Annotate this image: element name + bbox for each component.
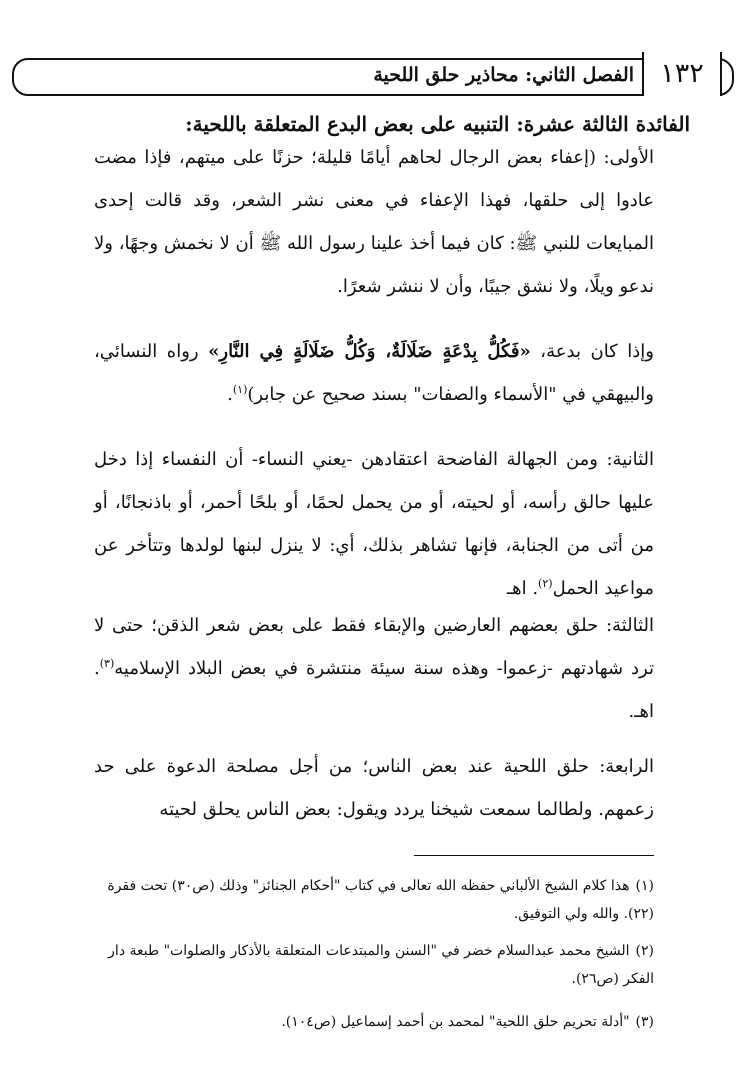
paragraph-fourth [94,745,654,831]
footnote-number: (١) [635,878,654,894]
paragraph-end: . اهـ [506,578,539,599]
paragraph-end: . [227,384,233,405]
paragraph-lead: الثانية: [606,449,654,470]
footnote-2 [94,937,654,993]
paragraph-lead: الثالثة: [605,615,654,636]
footnote-3 [94,1008,654,1036]
footnote-1 [94,872,654,928]
paragraph-end: . اهـ. [94,658,654,722]
hadith-quote: «فَكُلُّ بِدْعَةٍ ضَلَالَةٌ، وَكُلُّ ضَلَالَةٍ فِي النَّارِ» [208,341,531,362]
paragraph-first [94,136,654,308]
paragraph-second [94,438,654,610]
chapter-title: الفصل الثاني: محاذير حلق اللحية [373,64,634,86]
paragraph-text: (إعفاء بعض الرجال لحاهم أيامًا قليلة؛ حزنًا على ميتهم، فإذا مضت عادوا إلى حلقها، فهذا الإعفاء في معنى نشر الشعر، وقد قالت إحدى المبايعات للنبي ﷺ: كان فيما أخذ علينا رسول الله ﷺ أن لا نخمش وجهًا، ولا ندعو ويلًا، ولا نشق جيبًا، وأن لا ننشر شعرًا. [94,147,654,297]
paragraph-text-after: رواه النسائي، والبيهقي في "الأسماء والصفات" بسند صحيح عن جابر) [94,341,654,405]
footnote-ref-3: (٣) [99,657,115,670]
paragraph-text-before: وإذا كان بدعة، [530,341,654,362]
footnote-number: (٣) [635,1014,654,1030]
footnote-separator [414,855,654,856]
paragraph-text: حلق اللحية عند بعض الناس؛ من أجل مصلحة الدعوة على حد زعمهم. ولطالما سمعت شيخنا يردد ويقول: بعض الناس يحلق لحيته [94,756,654,820]
footnote-text: هذا كلام الشيخ الألباني حفظه الله تعالى في كتاب "أحكام الجنائز" وذلك (ص٣٠) تحت فقرة (٢٢). والله ولي التوفيق. [107,878,654,922]
paragraph-third [94,604,654,733]
running-header [12,58,734,96]
paragraph-hadith [94,330,654,416]
paragraph-text: حلق بعضهم العارضين والإبقاء فقط على بعض شعر الذقن؛ حتى لا ترد شهادتهم -زعموا- وهذه سنة سيئة منتشرة في بعض البلاد الإسلاميه [94,615,654,679]
paragraph-lead: الرابعة: [599,756,655,777]
footnote-text: الشيخ محمد عبدالسلام خضر في "السنن والمبتدعات المتعلقة بالأذكار والصلوات" طبعة دار الفكر (ص٢٦). [108,943,654,987]
footnote-number: (٢) [635,943,654,959]
footnote-text: "أدلة تحريم حلق اللحية" لمحمد بن أحمد إسماعيل (ص١٠٤). [281,1014,630,1030]
page-number: ١٣٢ [642,52,722,96]
paragraph-lead: الأولى: [603,147,654,168]
footnote-ref-2: (٢) [538,577,553,590]
section-heading: الفائدة الثالثة عشرة: التنبيه على بعض البدع المتعلقة باللحية: [185,112,690,136]
paragraph-text: ومن الجهالة الفاضحة اعتقادهن -يعني النساء- أن النفساء إذا دخل عليها حالق رأسه، أو لحيته، أو من يحمل لحمًا، أو بلحًا أحمر، أو باذنجانًا، أو من أتى من الجنابة، فإنها تشاهر بذلك، أي: لا ينزل لبنها لولدها وتتأخر عن مواعيد الحمل [94,449,654,599]
footnote-ref-1: (١) [232,383,248,396]
